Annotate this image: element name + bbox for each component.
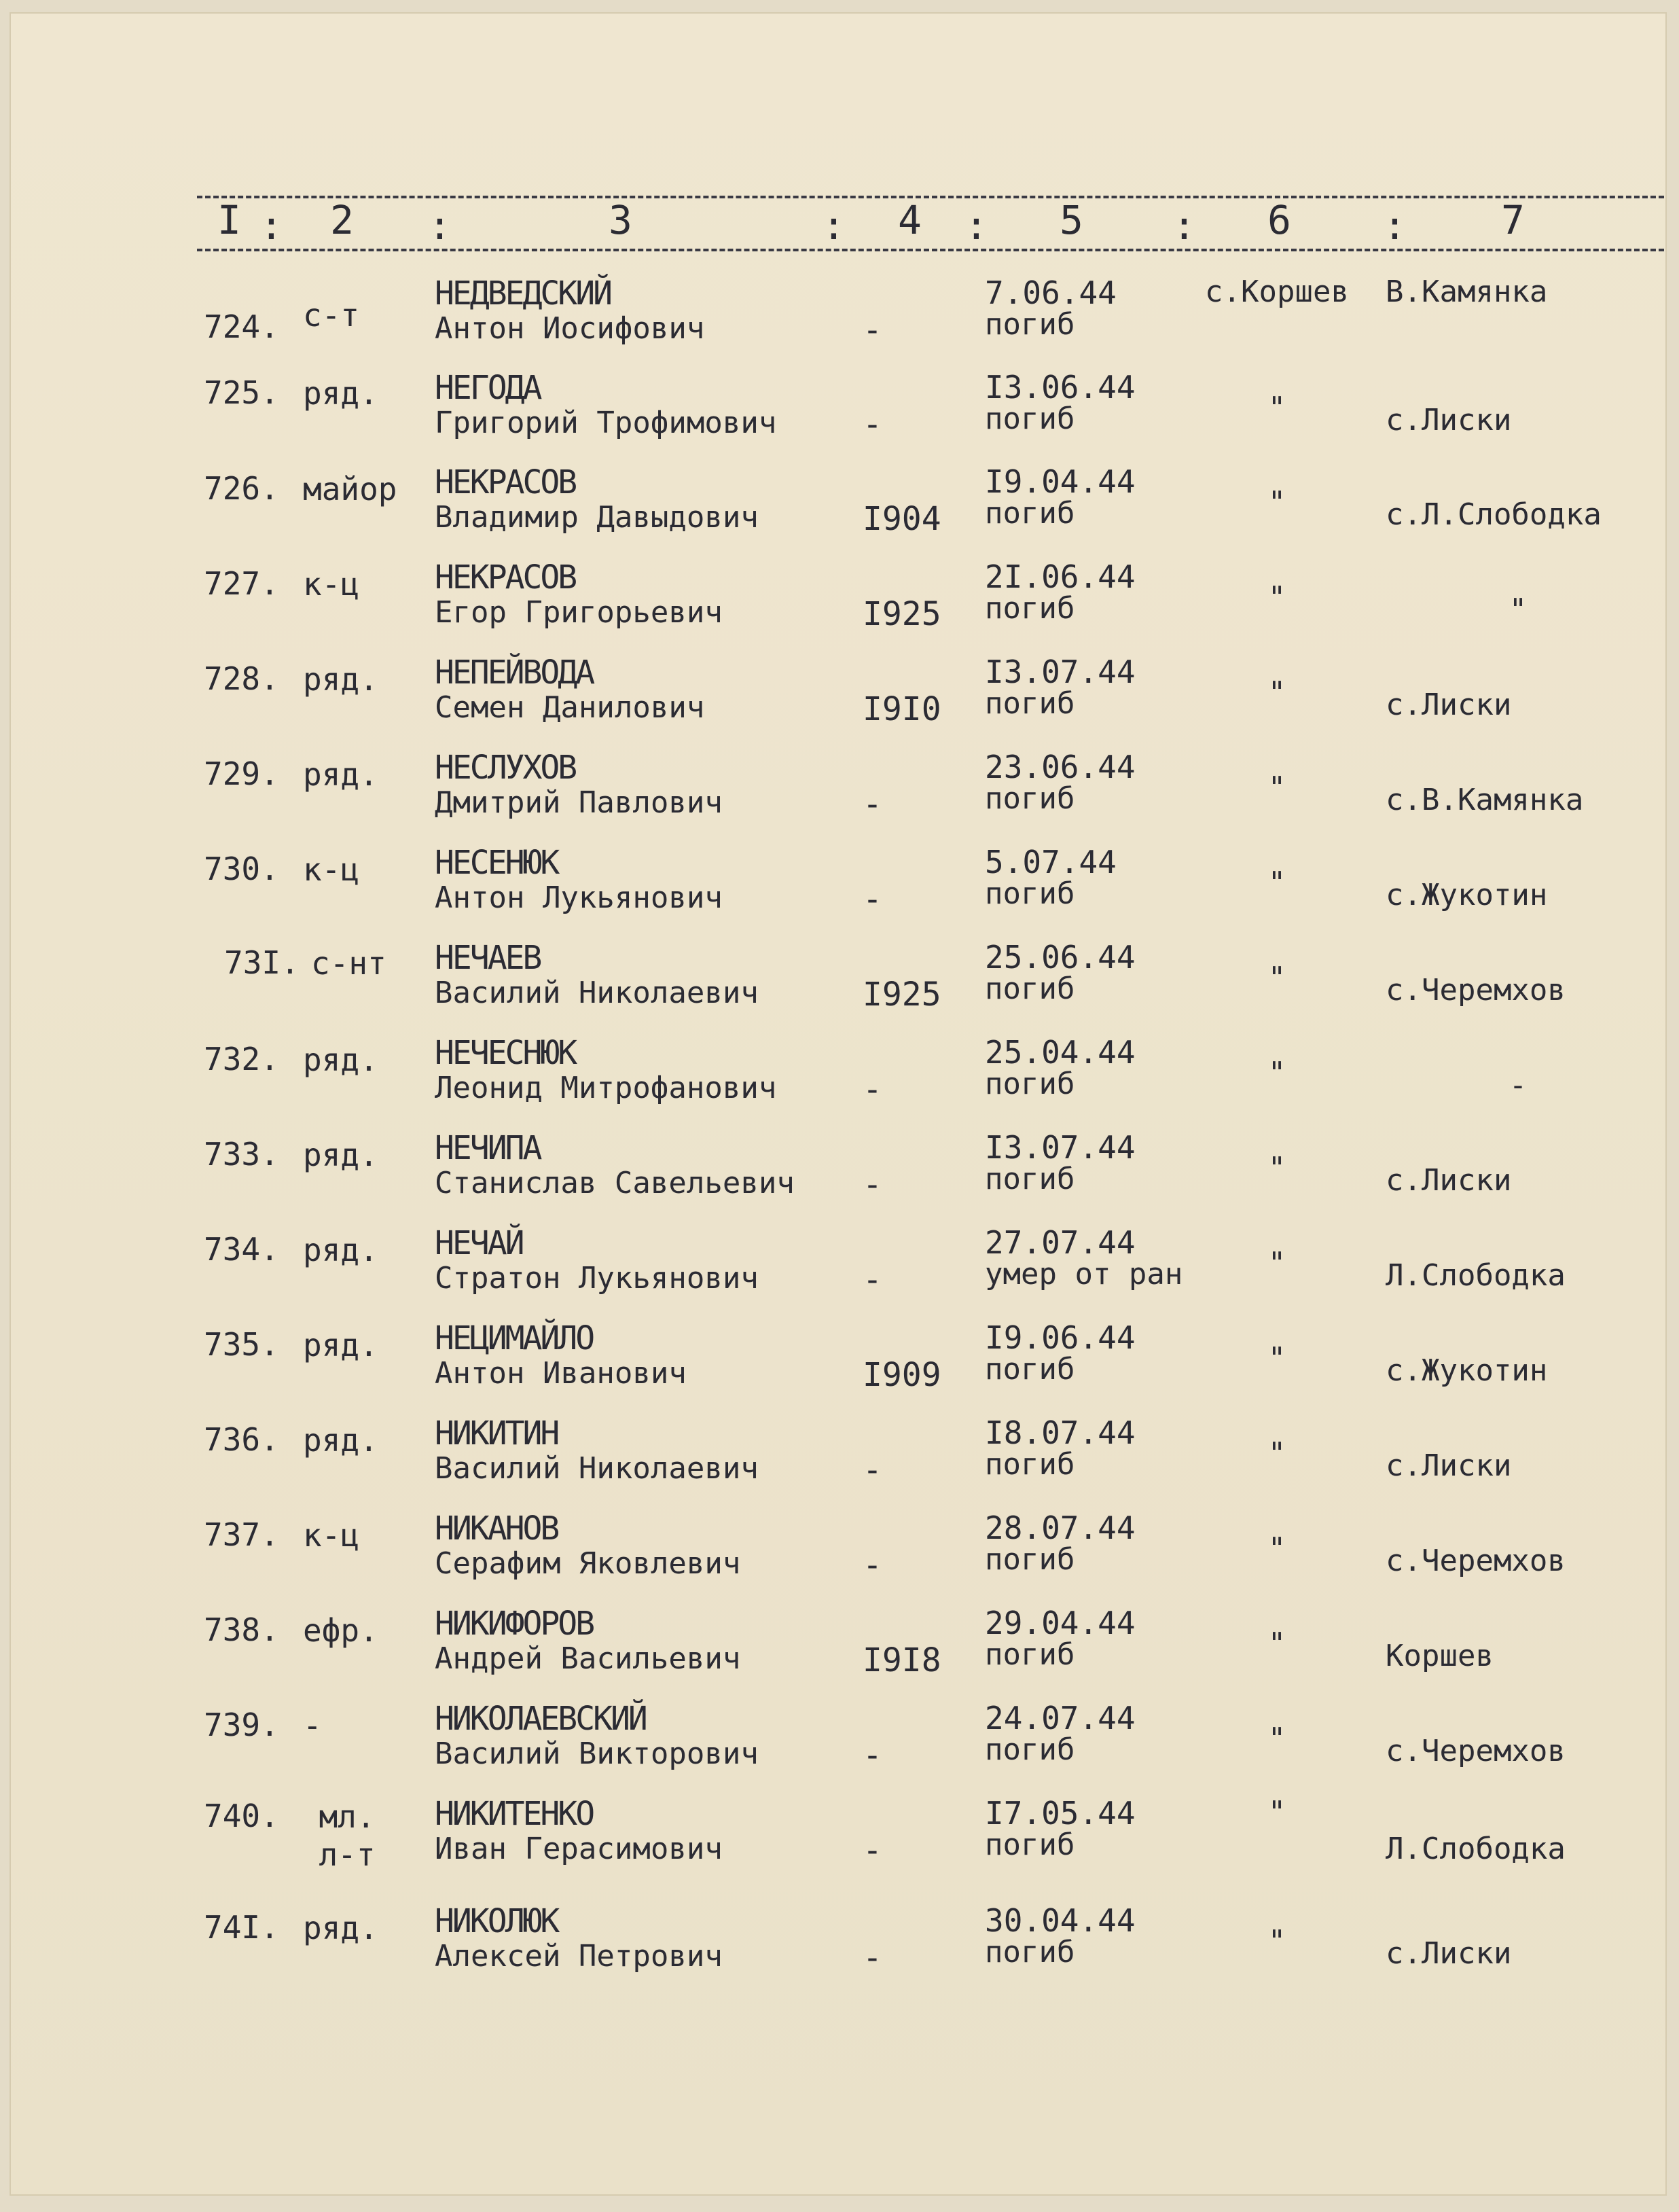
surname: НЕЧАЙ xyxy=(435,1224,523,1262)
fate: погиб xyxy=(985,1352,1075,1387)
given-name: Леонид Митрофанович xyxy=(435,1071,777,1105)
surname: НЕГОДА xyxy=(435,369,541,407)
row-number: 74I. xyxy=(204,1909,279,1946)
birth-year: - xyxy=(863,880,882,918)
table-row xyxy=(0,844,1679,932)
fate: погиб xyxy=(985,1447,1075,1482)
table-row xyxy=(0,1414,1679,1503)
date: 25.04.44 xyxy=(985,1034,1136,1071)
surname: НЕКРАСОВ xyxy=(435,463,576,501)
home-village: Л.Слободка xyxy=(1386,1258,1566,1293)
row-number: 733. xyxy=(204,1136,279,1173)
date: 24.07.44 xyxy=(985,1700,1136,1736)
fate: погиб xyxy=(985,971,1075,1006)
surname: НИКИТИН xyxy=(435,1414,558,1452)
table-row xyxy=(0,1034,1679,1122)
fate: погиб xyxy=(985,496,1075,531)
surname: НЕКРАСОВ xyxy=(435,558,576,596)
header-separator: : xyxy=(1383,202,1407,249)
birth-year: I904 xyxy=(863,500,941,538)
given-name: Василий Николаевич xyxy=(435,1451,759,1486)
burial-place: " xyxy=(1267,1626,1286,1661)
surname: НЕСЛУХОВ xyxy=(435,749,576,787)
table-row xyxy=(0,1700,1679,1788)
surname: НЕЧАЕВ xyxy=(435,939,541,977)
rank: к-ц xyxy=(303,566,360,603)
burial-place: " xyxy=(1267,675,1286,710)
burial-place: " xyxy=(1267,1056,1286,1090)
table-header xyxy=(197,183,1664,258)
table-row xyxy=(0,654,1679,742)
table-row xyxy=(0,369,1679,457)
rank: ряд. xyxy=(303,1422,378,1459)
table-row xyxy=(0,1510,1679,1598)
given-name: Стратон Лукьянович xyxy=(435,1261,759,1296)
row-number: 738. xyxy=(204,1611,279,1648)
header-col-7: 7 xyxy=(1501,197,1525,243)
header-dashed-rule-top xyxy=(197,196,1664,198)
header-separator: : xyxy=(1172,202,1196,249)
fate: погиб xyxy=(985,876,1075,911)
table-row xyxy=(0,1605,1679,1693)
burial-place: " xyxy=(1267,1924,1286,1959)
birth-year: - xyxy=(863,1832,882,1870)
date: I3.07.44 xyxy=(985,654,1136,690)
home-village: " xyxy=(1509,592,1528,627)
rank: мл. л-т xyxy=(319,1798,376,1873)
header-col-2: 2 xyxy=(330,197,354,243)
home-village: с.Черемхов xyxy=(1386,1544,1566,1578)
birth-year: - xyxy=(863,406,882,444)
rank: ряд. xyxy=(303,1041,378,1078)
rank: - xyxy=(303,1707,322,1744)
table-row xyxy=(0,274,1679,363)
home-village: с.Л.Слободка xyxy=(1386,497,1602,532)
surname: НИКОЛАЕВСКИЙ xyxy=(435,1700,646,1738)
surname: НЕПЕЙВОДА xyxy=(435,654,594,692)
rank: ефр. xyxy=(303,1612,378,1649)
row-number: 729. xyxy=(204,755,279,792)
rank: майор xyxy=(303,471,397,507)
date: I8.07.44 xyxy=(985,1414,1136,1451)
row-number: 732. xyxy=(204,1041,279,1077)
burial-place: " xyxy=(1267,1436,1286,1471)
date: 7.06.44 xyxy=(985,274,1117,311)
given-name: Владимир Давыдович xyxy=(435,500,759,535)
birth-year: - xyxy=(863,785,882,823)
date: I9.06.44 xyxy=(985,1319,1136,1356)
header-col-4: 4 xyxy=(898,197,922,243)
rank: ряд. xyxy=(303,1137,378,1173)
header-col-3: 3 xyxy=(609,197,632,243)
fate: погиб xyxy=(985,781,1075,816)
burial-place: " xyxy=(1267,1341,1286,1376)
birth-year: - xyxy=(863,1939,882,1977)
fate: погиб xyxy=(985,1067,1075,1101)
given-name: Антон Лукьянович xyxy=(435,880,723,915)
rank: ряд. xyxy=(303,661,378,698)
date: 29.04.44 xyxy=(985,1605,1136,1641)
given-name: Серафим Яковлевич xyxy=(435,1546,741,1581)
date: 5.07.44 xyxy=(985,844,1117,880)
burial-place: " xyxy=(1267,1246,1286,1281)
date: 23.06.44 xyxy=(985,749,1136,785)
birth-year: I9I0 xyxy=(863,690,941,728)
row-number: 727. xyxy=(204,565,279,602)
row-number: 740. xyxy=(204,1798,279,1834)
row-number: 735. xyxy=(204,1326,279,1363)
row-number: 725. xyxy=(204,374,279,411)
given-name: Василий Викторович xyxy=(435,1736,759,1771)
birth-year: I909 xyxy=(863,1356,941,1394)
rank: ряд. xyxy=(303,1327,378,1363)
date: I9.04.44 xyxy=(985,463,1136,500)
given-name: Иван Герасимович xyxy=(435,1832,723,1866)
surname: НИКИТЕНКО xyxy=(435,1795,594,1833)
burial-place: " xyxy=(1267,1151,1286,1185)
rank: с-нт xyxy=(311,945,386,982)
header-separator: : xyxy=(259,202,283,249)
surname: НЕДВЕДСКИЙ xyxy=(435,274,611,313)
home-village: с.В.Камянка xyxy=(1386,783,1584,817)
given-name: Семен Данилович xyxy=(435,690,705,725)
row-number: 73I. xyxy=(224,944,300,981)
table-row xyxy=(0,1319,1679,1408)
fate: погиб xyxy=(985,1732,1075,1767)
surname: НИКАНОВ xyxy=(435,1510,558,1548)
birth-year: - xyxy=(863,1166,882,1204)
burial-place: " xyxy=(1267,391,1286,425)
rank: к-ц xyxy=(303,851,360,888)
fate: погиб xyxy=(985,1637,1075,1672)
row-number: 734. xyxy=(204,1231,279,1268)
fate: погиб xyxy=(985,1827,1075,1862)
table-row xyxy=(0,558,1679,647)
surname: НЕЧИПА xyxy=(435,1129,541,1167)
burial-place: " xyxy=(1267,770,1286,805)
header-col-5: 5 xyxy=(1060,197,1083,243)
rank: ряд. xyxy=(303,375,378,412)
fate: погиб xyxy=(985,402,1075,436)
row-number: 726. xyxy=(204,470,279,507)
birth-year: - xyxy=(863,1451,882,1489)
header-separator: : xyxy=(964,202,988,249)
home-village: с.Лиски xyxy=(1386,403,1512,438)
header-dashed-rule-bottom xyxy=(197,249,1664,251)
row-number: 736. xyxy=(204,1421,279,1458)
row-number: 737. xyxy=(204,1516,279,1553)
table-row xyxy=(0,1129,1679,1217)
rank: ряд. xyxy=(303,756,378,793)
fate: погиб xyxy=(985,1935,1075,1969)
date: 30.04.44 xyxy=(985,1902,1136,1939)
row-number: 739. xyxy=(204,1707,279,1743)
row-number: 728. xyxy=(204,660,279,697)
birth-year: I9I8 xyxy=(863,1641,941,1679)
surname: НЕСЕНЮК xyxy=(435,844,558,882)
given-name: Василий Николаевич xyxy=(435,976,759,1010)
table-row xyxy=(0,939,1679,1027)
date: 28.07.44 xyxy=(985,1510,1136,1546)
burial-place: " xyxy=(1267,866,1286,900)
row-number: 730. xyxy=(204,851,279,887)
home-village: с.Черемхов xyxy=(1386,973,1566,1007)
row-number: 724. xyxy=(204,308,279,345)
header-col-6: 6 xyxy=(1267,197,1291,243)
rank: к-ц xyxy=(303,1517,360,1554)
date: 2I.06.44 xyxy=(985,558,1136,595)
date: 25.06.44 xyxy=(985,939,1136,976)
burial-place: " xyxy=(1267,485,1286,520)
birth-year: - xyxy=(863,1261,882,1299)
fate: погиб xyxy=(985,686,1075,721)
fate: погиб xyxy=(985,307,1075,342)
home-village: с.Жукотин xyxy=(1386,1353,1548,1388)
birth-year: - xyxy=(863,1071,882,1109)
surname: НИКОЛЮК xyxy=(435,1902,558,1940)
given-name: Антон Иванович xyxy=(435,1356,687,1391)
surname: НЕЦИМАЙЛО xyxy=(435,1319,594,1357)
fate: погиб xyxy=(985,591,1075,626)
given-name: Антон Иосифович xyxy=(435,311,705,346)
birth-year: I925 xyxy=(863,976,941,1014)
home-village: с.Лиски xyxy=(1386,1936,1512,1971)
given-name: Егор Григорьевич xyxy=(435,595,723,630)
burial-place: " xyxy=(1267,1722,1286,1756)
home-village: с.Лиски xyxy=(1386,688,1512,722)
burial-place: " xyxy=(1267,1795,1286,1830)
burial-place: " xyxy=(1267,580,1286,615)
table-row xyxy=(0,463,1679,552)
header-separator: : xyxy=(428,202,452,249)
given-name: Дмитрий Павлович xyxy=(435,785,723,820)
birth-year: - xyxy=(863,311,882,349)
home-village: с.Лиски xyxy=(1386,1163,1512,1198)
table-row xyxy=(0,1795,1679,1883)
given-name: Григорий Трофимович xyxy=(435,406,777,440)
fate: погиб xyxy=(985,1542,1075,1577)
given-name: Станислав Савельевич xyxy=(435,1166,795,1200)
table-row xyxy=(0,1224,1679,1313)
home-village: - xyxy=(1509,1068,1528,1103)
fate: умер от ран xyxy=(985,1257,1183,1291)
table-row xyxy=(0,749,1679,837)
surname: НЕЧЕСНЮК xyxy=(435,1034,576,1072)
given-name: Андрей Васильевич xyxy=(435,1641,741,1676)
date: I7.05.44 xyxy=(985,1795,1136,1832)
burial-place: с.Коршев xyxy=(1205,274,1349,309)
birth-year: - xyxy=(863,1546,882,1584)
home-village: с.Жукотин xyxy=(1386,878,1548,912)
burial-place: " xyxy=(1267,961,1286,995)
table-row xyxy=(0,1902,1679,1991)
date: I3.06.44 xyxy=(985,369,1136,406)
date: I3.07.44 xyxy=(985,1129,1136,1166)
birth-year: I925 xyxy=(863,595,941,633)
burial-place: " xyxy=(1267,1531,1286,1566)
given-name: Алексей Петрович xyxy=(435,1939,723,1974)
rank: ряд. xyxy=(303,1232,378,1268)
rank: ряд. xyxy=(303,1910,378,1946)
header-col-1: I xyxy=(217,197,241,243)
birth-year: - xyxy=(863,1736,882,1774)
rank: с-т xyxy=(303,297,360,334)
home-village: В.Камянка xyxy=(1386,274,1548,309)
home-village: с.Черемхов xyxy=(1386,1734,1566,1768)
home-village: с.Лиски xyxy=(1386,1448,1512,1483)
surname: НИКИФОРОВ xyxy=(435,1605,594,1643)
home-village: Л.Слободка xyxy=(1386,1832,1566,1866)
date: 27.07.44 xyxy=(985,1224,1136,1261)
home-village: Коршев xyxy=(1386,1639,1494,1673)
header-separator: : xyxy=(822,202,846,249)
fate: погиб xyxy=(985,1162,1075,1196)
